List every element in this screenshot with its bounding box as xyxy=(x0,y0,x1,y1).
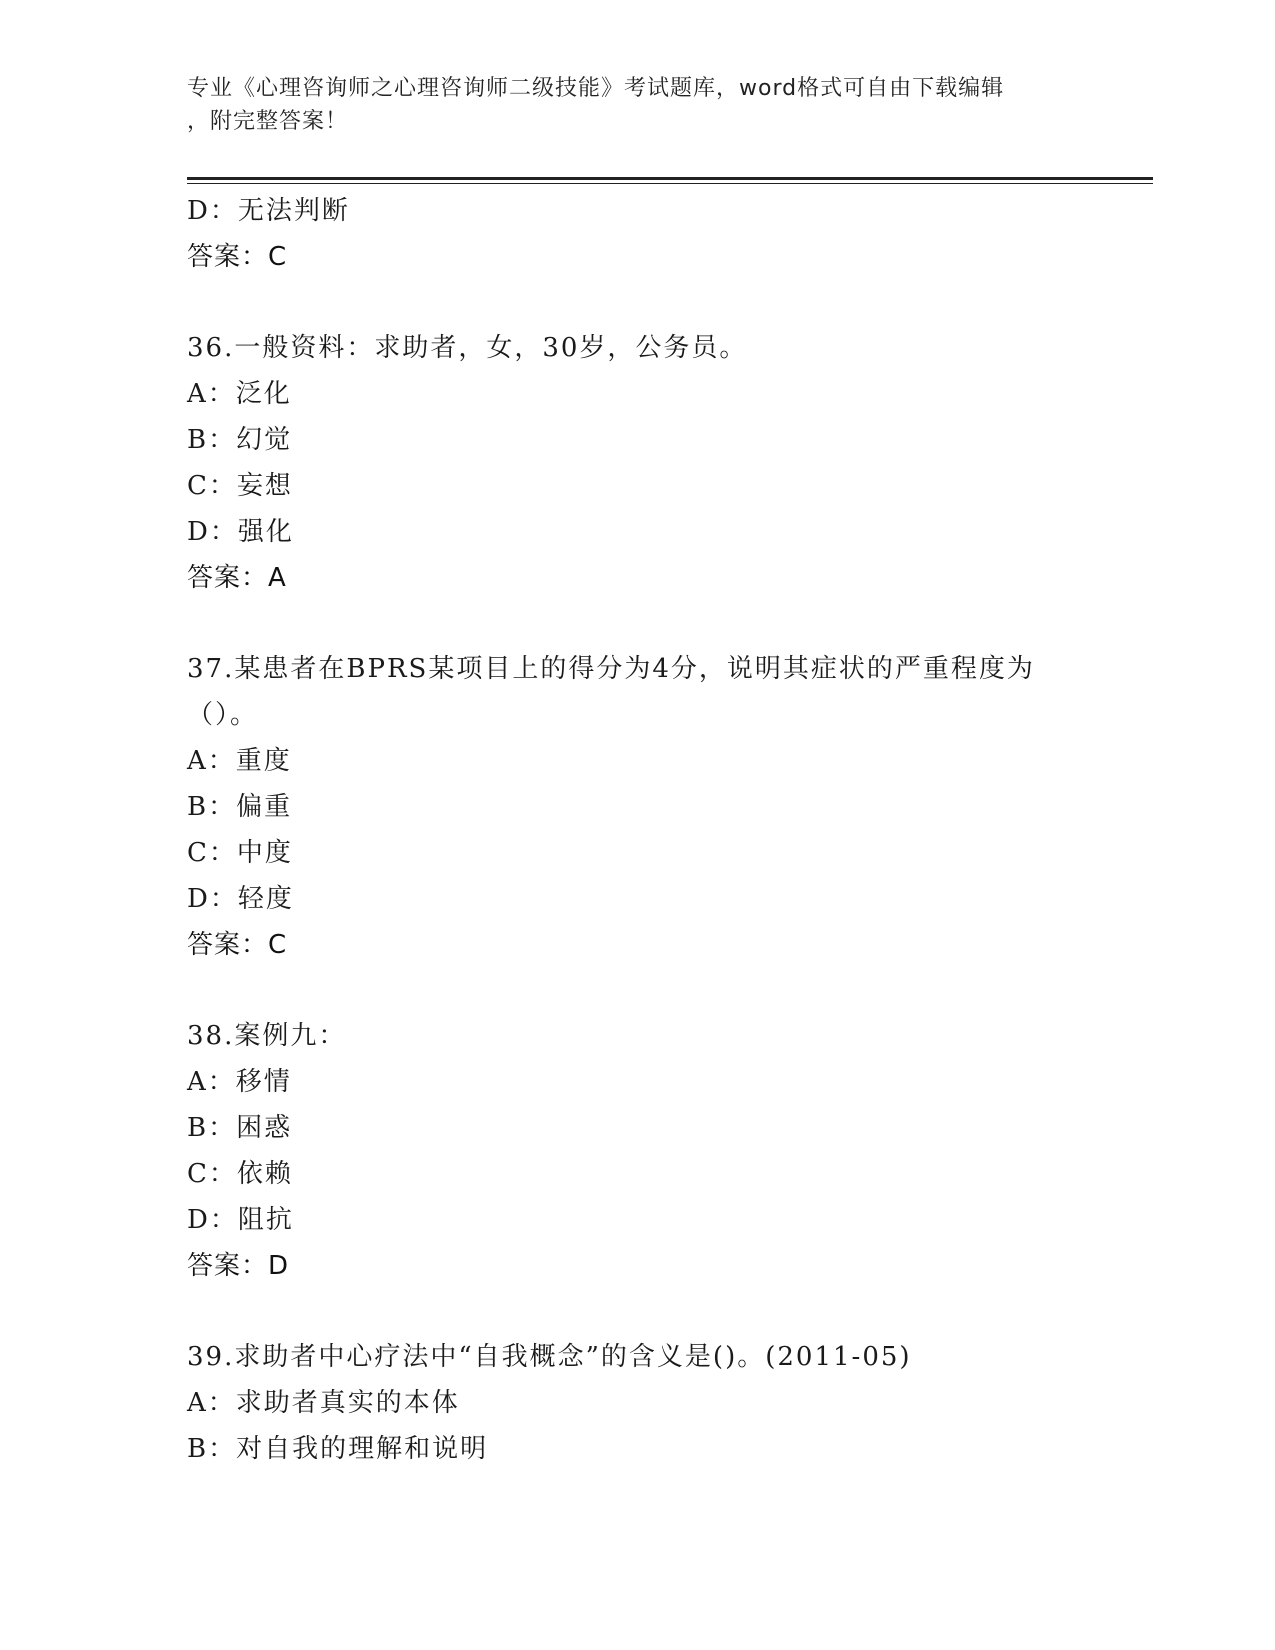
answer: 答案：D xyxy=(187,1251,290,1281)
header-line-2: ，附完整答案！ xyxy=(187,109,349,134)
option-d: D：强化 xyxy=(187,517,294,547)
prev-answer: 答案：C xyxy=(187,242,288,272)
option-d: D：轻度 xyxy=(187,884,294,914)
question-37 xyxy=(187,646,1087,968)
header-rule-thick xyxy=(187,177,1153,180)
answer: 答案：C xyxy=(187,930,288,960)
question-38 xyxy=(187,1013,1087,1289)
spacer xyxy=(187,1289,1087,1334)
header-line-1: 专业《心理咨询师之心理咨询师二级技能》考试题库，word格式可自由下载编辑 xyxy=(187,76,1005,101)
question-stem: 38.案例九： xyxy=(187,1021,347,1051)
header-rule-thin xyxy=(187,183,1153,184)
answer: 答案：A xyxy=(187,563,287,593)
option-a: A：泛化 xyxy=(187,379,292,409)
prev-option-d: D：无法判断 xyxy=(187,196,350,226)
option-c: C：依赖 xyxy=(187,1159,293,1189)
option-b: B：幻觉 xyxy=(187,425,293,455)
spacer xyxy=(187,601,1087,646)
document-header xyxy=(187,72,1087,138)
option-c: C：妄想 xyxy=(187,471,293,501)
question-stem: 37.某患者在BPRS某项目上的得分为4分，说明其症状的严重程度为 xyxy=(187,654,1035,684)
option-b: B：偏重 xyxy=(187,792,293,822)
option-a: A：求助者真实的本体 xyxy=(187,1388,460,1418)
option-b: B：困惑 xyxy=(187,1113,293,1143)
option-a: A：重度 xyxy=(187,746,292,776)
option-b: B：对自我的理解和说明 xyxy=(187,1434,489,1464)
spacer xyxy=(187,280,1087,325)
option-d: D：阻抗 xyxy=(187,1205,294,1235)
option-c: C：中度 xyxy=(187,838,293,868)
option-a: A：移情 xyxy=(187,1067,292,1097)
question-stem-continued: （）。 xyxy=(187,700,259,730)
spacer xyxy=(187,968,1087,1013)
question-stem: 39.求助者中心疗法中“自我概念”的含义是()。(2011-05) xyxy=(187,1342,912,1372)
question-36 xyxy=(187,325,1087,601)
question-stem: 36.一般资料：求助者，女，30岁，公务员。 xyxy=(187,333,748,363)
question-list xyxy=(187,188,1087,1472)
question-39 xyxy=(187,1334,1087,1472)
